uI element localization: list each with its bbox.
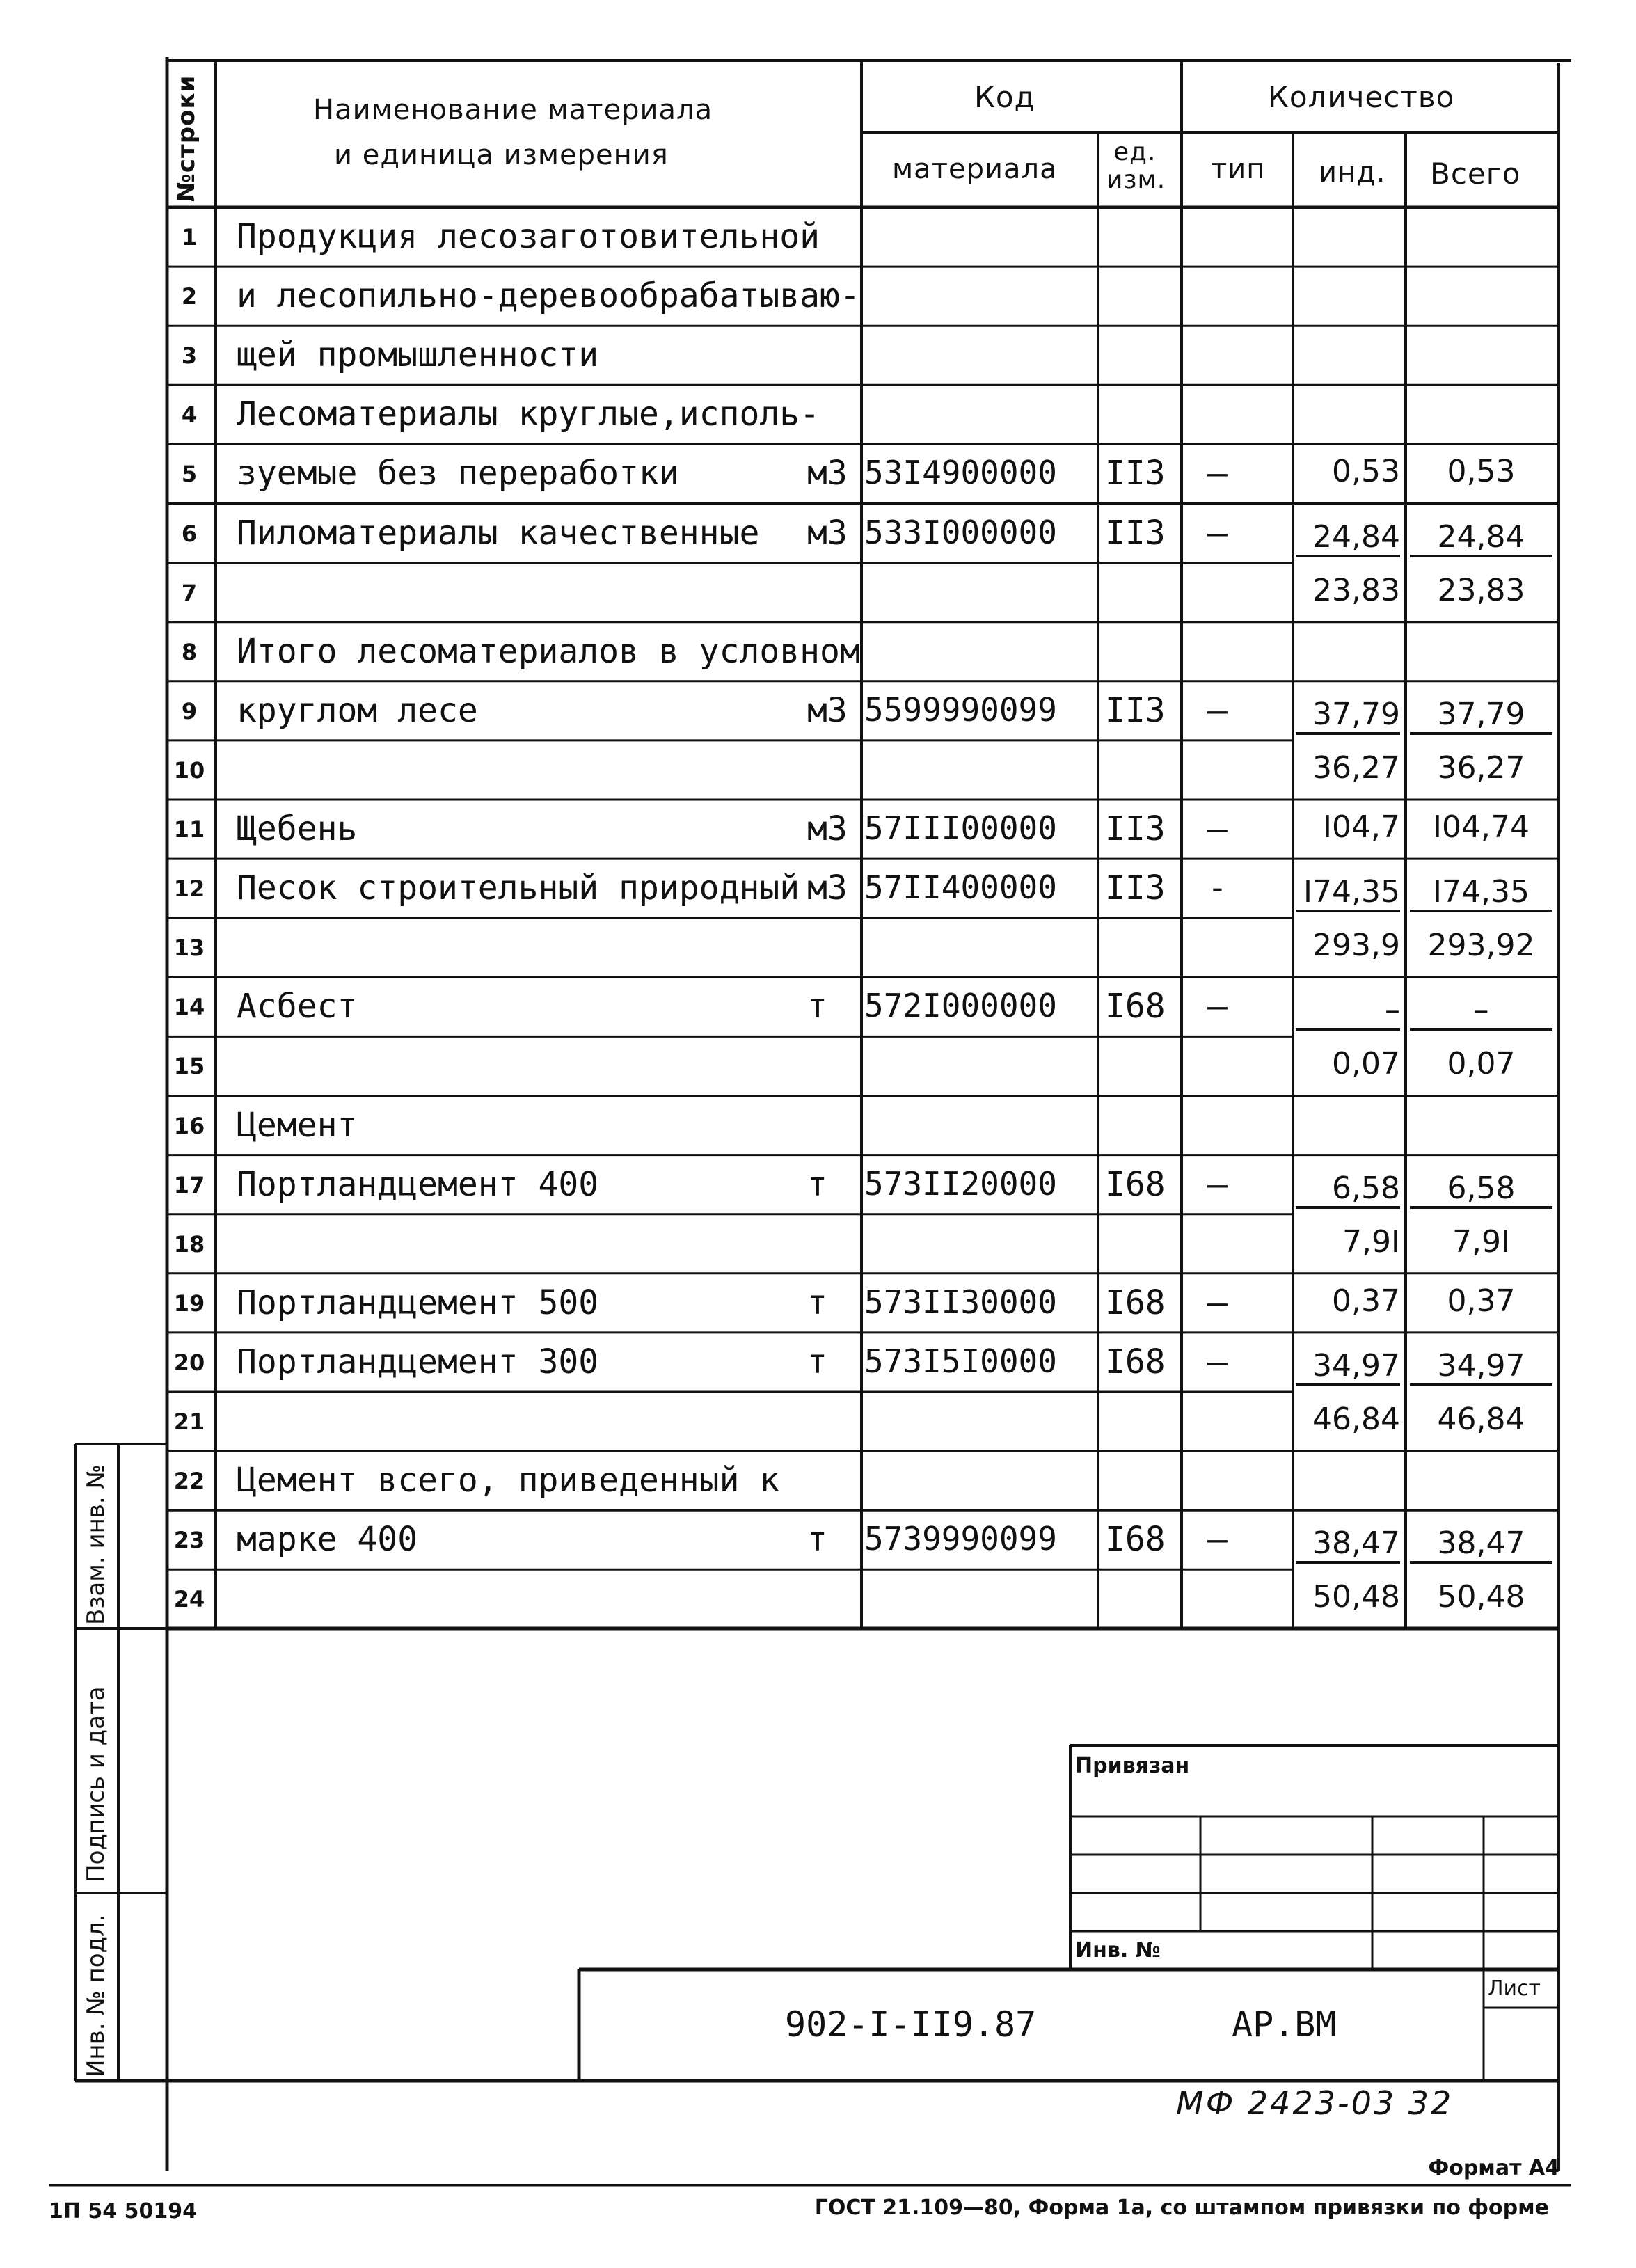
material-code: 5739990099 xyxy=(864,1520,1057,1558)
row-number: 13 xyxy=(173,935,205,962)
row-number: 11 xyxy=(173,816,205,843)
material-name: Щебень xyxy=(237,809,358,848)
row-number: 23 xyxy=(173,1527,205,1554)
name-header-line2: и единица измерения xyxy=(334,139,669,171)
format-label: Формат А4 xyxy=(1428,2156,1559,2180)
quantity-total: 24,84 xyxy=(1410,519,1552,557)
row-number: 2 xyxy=(181,283,198,310)
handwritten-sheet-number: МФ 2423-03 32 xyxy=(1176,2084,1454,2122)
row-number: 3 xyxy=(181,342,198,370)
unit-code: I68 xyxy=(1105,1520,1166,1560)
row-number: 12 xyxy=(173,875,205,903)
quantity-ind: 0,53 xyxy=(1332,454,1400,490)
quantity-type: – xyxy=(1207,1342,1228,1381)
unit-of-measure: т xyxy=(807,1342,827,1381)
quantity-ind: I04,7 xyxy=(1323,809,1400,845)
row-number: 9 xyxy=(181,697,198,724)
row-number: 1 xyxy=(181,224,198,251)
unit-code: II3 xyxy=(1105,690,1166,730)
material-name: Асбест xyxy=(237,987,358,1026)
stamp-privyazan: Привязан xyxy=(1075,1754,1190,1778)
quantity-total: 6,58 xyxy=(1410,1171,1552,1209)
quantity-ind: 0,07 xyxy=(1332,1046,1400,1082)
total-header: Всего xyxy=(1430,157,1521,191)
unit-code: I68 xyxy=(1105,987,1166,1026)
unit-of-measure: м3 xyxy=(807,454,848,493)
quantity-ind: I74,35 xyxy=(1296,874,1400,912)
quantity-ind: 38,47 xyxy=(1296,1525,1400,1564)
material-name: Продукция лесозаготовительной xyxy=(237,217,820,256)
unit-code: I68 xyxy=(1105,1164,1166,1204)
quantity-total: 0,07 xyxy=(1447,1046,1516,1082)
material-name: Пиломатериалы качественные xyxy=(237,513,760,553)
quantity-ind: 37,79 xyxy=(1296,697,1400,735)
name-header-line1: Наименование материала xyxy=(313,94,713,126)
row-number: 6 xyxy=(181,520,198,547)
quantity-ind: 0,37 xyxy=(1332,1283,1400,1319)
stamp-doc-code: 902-I-II9.87 xyxy=(785,2004,1037,2045)
footer-gost-note: ГОСТ 21.109—80, Форма 1а, со штампом привязки по форме xyxy=(814,2196,1549,2220)
row-number: 7 xyxy=(181,579,198,606)
material-code: 572I000000 xyxy=(864,987,1057,1025)
row-number: 16 xyxy=(173,1112,205,1139)
quantity-type: – xyxy=(1207,1164,1228,1204)
material-name: Портландцемент 500 xyxy=(237,1283,599,1322)
quantity-total: 38,47 xyxy=(1410,1525,1552,1564)
material-code: 57III00000 xyxy=(864,809,1057,847)
row-number: 5 xyxy=(181,461,198,488)
quantity-total: I04,74 xyxy=(1433,809,1530,845)
row-number: 17 xyxy=(173,1171,205,1198)
unit-of-measure: т xyxy=(807,987,827,1026)
quantity-total: 0,37 xyxy=(1447,1283,1516,1319)
row-number: 20 xyxy=(173,1349,205,1376)
row-number: 18 xyxy=(173,1230,205,1258)
unit-of-measure: м3 xyxy=(807,869,848,908)
quantity-total: 7,9I xyxy=(1452,1223,1510,1260)
row-number: 22 xyxy=(173,1468,205,1495)
unit-code: I68 xyxy=(1105,1342,1166,1381)
material-code: 533I000000 xyxy=(864,513,1057,551)
row-number: 10 xyxy=(173,756,205,784)
unit-of-measure: м3 xyxy=(807,513,848,553)
row-number-header: №строки xyxy=(173,74,200,202)
row-number: 24 xyxy=(173,1586,205,1613)
unit-code: II3 xyxy=(1105,454,1166,493)
unit-of-measure: т xyxy=(807,1520,827,1560)
material-name: Портландцемент 400 xyxy=(237,1164,599,1204)
quantity-ind: 46,84 xyxy=(1312,1402,1400,1437)
quantity-total: 36,27 xyxy=(1437,750,1525,786)
side-vzam-label: Взам. инв. № xyxy=(82,1464,110,1625)
footer-left-code: 1П 54 50194 xyxy=(49,2199,197,2223)
type-header: тип xyxy=(1211,153,1266,185)
side-signature-label: Подпись и дата xyxy=(82,1686,110,1882)
quantity-ind: 24,84 xyxy=(1296,519,1400,557)
side-inv-podl-label: Инв. № подл. xyxy=(82,1914,110,2077)
unit-of-measure: т xyxy=(807,1164,827,1204)
stamp-doc-mark: АР.ВМ xyxy=(1232,2004,1337,2045)
unit-code-header-2: изм. xyxy=(1106,166,1166,194)
quantity-ind: 34,97 xyxy=(1296,1348,1400,1386)
quantity-ind: 36,27 xyxy=(1312,750,1400,786)
code-header: Код xyxy=(974,80,1035,114)
quantity-total: 293,92 xyxy=(1427,928,1535,964)
row-number: 8 xyxy=(181,638,198,665)
row-number: 15 xyxy=(173,1053,205,1080)
material-name: зуемые без переработки xyxy=(237,454,679,493)
material-code: 573II20000 xyxy=(864,1164,1057,1203)
quantity-total: 37,79 xyxy=(1410,697,1552,735)
material-code-header: материала xyxy=(892,153,1058,185)
quantity-type: – xyxy=(1207,513,1228,553)
unit-code: II3 xyxy=(1105,869,1166,908)
material-name: марке 400 xyxy=(237,1520,418,1560)
quantity-header: Количество xyxy=(1268,80,1455,114)
stamp-list-label: Лист xyxy=(1488,1976,1541,2001)
material-name: Песок строительный природный xyxy=(237,869,800,908)
unit-code: II3 xyxy=(1105,809,1166,848)
quantity-type: - xyxy=(1207,869,1228,908)
quantity-ind: – xyxy=(1296,992,1400,1031)
quantity-total: – xyxy=(1410,992,1552,1031)
quantity-ind: 293,9 xyxy=(1312,928,1400,964)
quantity-total: 46,84 xyxy=(1437,1402,1525,1437)
quantity-total: 0,53 xyxy=(1447,454,1516,490)
unit-of-measure: м3 xyxy=(807,690,848,730)
material-name: щей промышленности xyxy=(237,335,599,375)
unit-of-measure: м3 xyxy=(807,809,848,848)
stamp-inv-no: Инв. № xyxy=(1075,1938,1161,1962)
material-name: и лесопильно-деревообрабатываю- xyxy=(237,276,860,316)
quantity-total: 50,48 xyxy=(1437,1579,1525,1615)
quantity-type: – xyxy=(1207,454,1228,493)
material-name: Портландцемент 300 xyxy=(237,1342,599,1381)
material-code: 53I4900000 xyxy=(864,454,1057,492)
material-code: 5599990099 xyxy=(864,690,1057,729)
row-number: 14 xyxy=(173,994,205,1021)
quantity-total: 34,97 xyxy=(1410,1348,1552,1386)
unit-code-header-1: ед. xyxy=(1113,138,1157,166)
quantity-total: 23,83 xyxy=(1437,572,1525,608)
row-number: 4 xyxy=(181,402,198,429)
material-name: круглом лесе xyxy=(237,690,478,730)
quantity-ind: 23,83 xyxy=(1312,572,1400,608)
ind-header: инд. xyxy=(1319,157,1386,189)
material-code: 57II400000 xyxy=(864,869,1057,907)
quantity-type: – xyxy=(1207,1283,1228,1322)
row-number: 19 xyxy=(173,1290,205,1317)
material-code: 573II30000 xyxy=(864,1283,1057,1321)
quantity-type: – xyxy=(1207,809,1228,848)
unit-code: II3 xyxy=(1105,513,1166,553)
unit-code: I68 xyxy=(1105,1283,1166,1322)
quantity-type: – xyxy=(1207,1520,1228,1560)
quantity-type: – xyxy=(1207,690,1228,730)
quantity-ind: 50,48 xyxy=(1312,1579,1400,1615)
material-code: 573I5I0000 xyxy=(864,1342,1057,1380)
material-name: Цемент всего, приведенный к xyxy=(237,1461,780,1500)
material-name: Цемент xyxy=(237,1105,358,1145)
quantity-ind: 6,58 xyxy=(1296,1171,1400,1209)
quantity-type: – xyxy=(1207,987,1228,1026)
material-name: Итого лесоматериалов в условном xyxy=(237,631,860,671)
material-name: Лесоматериалы круглые,исполь- xyxy=(237,395,820,434)
unit-of-measure: т xyxy=(807,1283,827,1322)
quantity-ind: 7,9I xyxy=(1342,1223,1400,1260)
row-number: 21 xyxy=(173,1409,205,1435)
quantity-total: I74,35 xyxy=(1410,874,1552,912)
